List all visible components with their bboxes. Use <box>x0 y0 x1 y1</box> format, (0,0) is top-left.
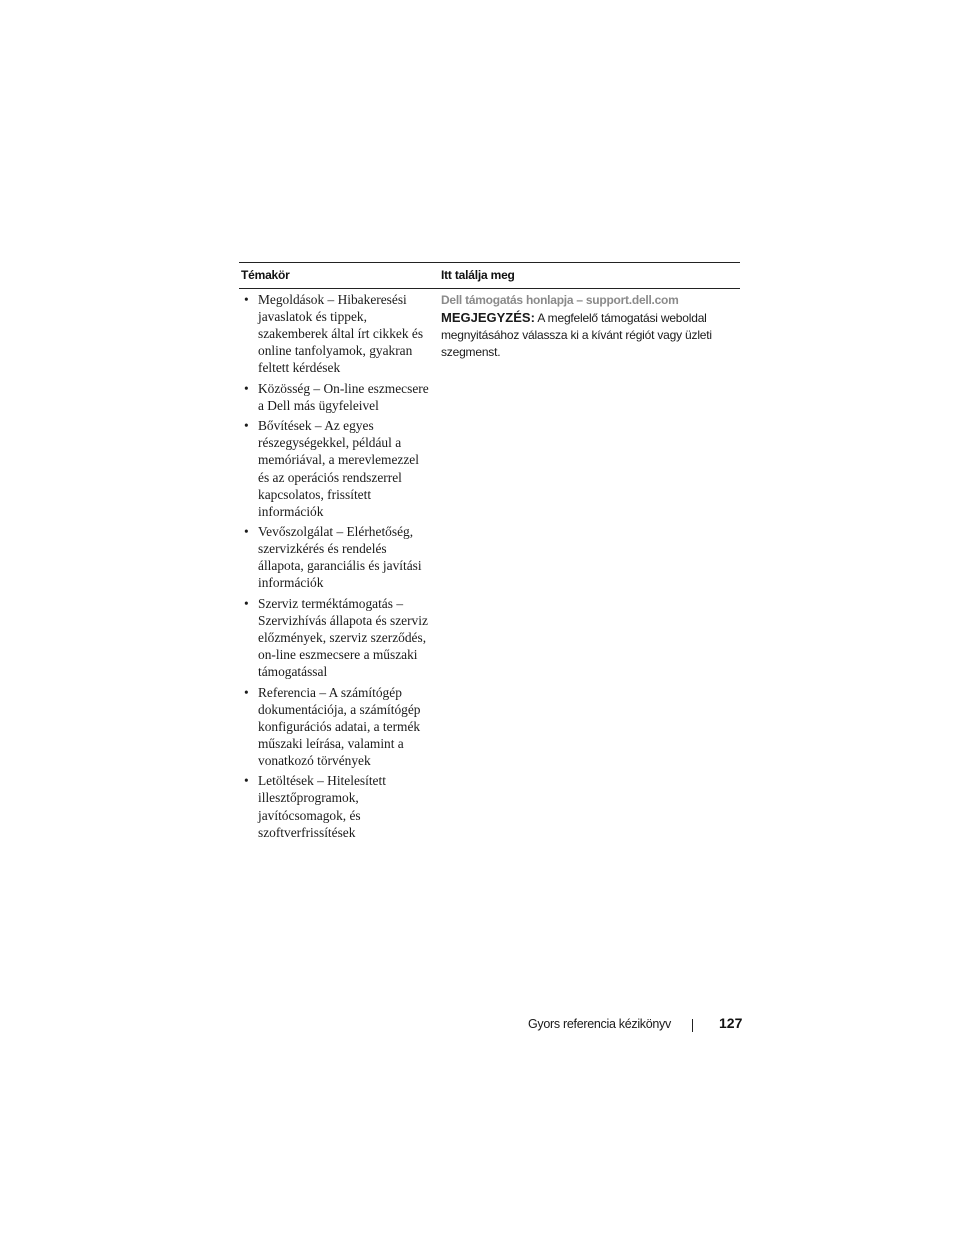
topics-column <box>243 291 439 844</box>
page-footer <box>0 1014 954 1034</box>
topic-text-line: állapota, garanciális és javítási <box>258 558 422 574</box>
topic-text-line: Megoldások – Hibakeresési <box>258 292 407 307</box>
topic-list-item <box>243 684 439 769</box>
topic-text-line: online tanfolyamok, gyakran <box>258 343 413 359</box>
topic-text-line: Közösség – On-line eszmecsere <box>258 380 429 396</box>
topic-text-line: információk <box>258 575 324 591</box>
bullet-icon: • <box>244 292 249 307</box>
support-website-link[interactable]: Dell támogatás honlapja – support.dell.com <box>441 293 679 307</box>
topic-list-item <box>243 595 439 680</box>
resource-column <box>441 292 731 361</box>
topic-text-line: dokumentációja, a számítógép <box>258 701 421 717</box>
topic-text-line: és az operációs rendszerrel <box>258 469 402 485</box>
topic-text-line: szakemberek által írt cikkek és <box>258 326 424 342</box>
topic-text-line: Referencia – A számítógép <box>258 684 402 700</box>
topic-text-line: műszaki leírása, valamint a <box>258 735 404 751</box>
topic-list-item <box>243 417 439 520</box>
topic-list-item <box>243 772 439 840</box>
page-number: 127 <box>719 1015 743 1031</box>
topic-text-line: on-line eszmecsere a műszaki <box>258 647 418 663</box>
topic-text-line: a Dell más ügyfeleivel <box>258 397 379 413</box>
topic-text-line: információk <box>258 503 324 519</box>
topic-list-item <box>243 291 439 376</box>
topic-text-line: javaslatok és tippek, <box>258 309 367 325</box>
table-top-rule <box>239 262 740 263</box>
bullet-icon: • <box>244 595 249 611</box>
topic-text-line: javítócsomagok, és <box>258 807 361 823</box>
note-line: A megfelelő támogatási weboldal <box>534 311 707 325</box>
column-header-where: Itt találja meg <box>441 268 515 282</box>
topic-text-line: részegységekkel, például a <box>258 435 402 451</box>
topic-text-line: szervizkérés és rendelés <box>258 541 387 557</box>
topic-text-line: Vevőszolgálat – Elérhetőség, <box>258 524 414 540</box>
bullet-icon: • <box>244 524 249 540</box>
topic-text-line: illesztőprogramok, <box>258 790 359 806</box>
bullet-icon: • <box>244 380 249 396</box>
topic-text-line: Bővítések – Az egyes <box>258 418 374 434</box>
topic-text-line: vonatkozó törvények <box>258 752 371 768</box>
note-label: MEGJEGYZÉS: <box>441 310 535 325</box>
note-line: szegmenst. <box>441 345 501 359</box>
topic-text-line: szoftverfrissítések <box>258 824 356 840</box>
topic-text-line: konfigurációs adatai, a termék <box>258 718 421 734</box>
topic-text-line: Letöltések – Hitelesített <box>258 773 386 789</box>
note-block <box>441 309 731 361</box>
bullet-icon: • <box>244 418 249 434</box>
header-rule <box>239 288 740 289</box>
column-header-topic: Témakör <box>241 268 290 282</box>
topic-list-item <box>243 523 439 591</box>
bullet-icon: • <box>244 773 249 789</box>
footer-separator <box>692 1019 693 1032</box>
topic-list-item <box>243 380 439 414</box>
note-line: megnyitásához válassza ki a kívánt régiót vagy üzleti <box>441 328 712 342</box>
topic-text-line: előzmények, szerviz szerződés, <box>258 629 427 645</box>
topic-text-line: Szerviz terméktámogatás – <box>258 595 404 611</box>
bullet-icon: • <box>244 684 249 700</box>
topic-text-line: kapcsolatos, frissített <box>258 486 372 502</box>
topic-text-line: Szervizhívás állapota és szerviz <box>258 612 428 628</box>
topic-text-line: támogatással <box>258 664 328 680</box>
footer-title: Gyors referencia kézikönyv <box>528 1017 671 1031</box>
topic-text-line: feltett kérdések <box>258 360 341 376</box>
topic-text-line: memóriával, a merevlemezzel <box>258 452 419 468</box>
topic-list <box>243 291 439 841</box>
